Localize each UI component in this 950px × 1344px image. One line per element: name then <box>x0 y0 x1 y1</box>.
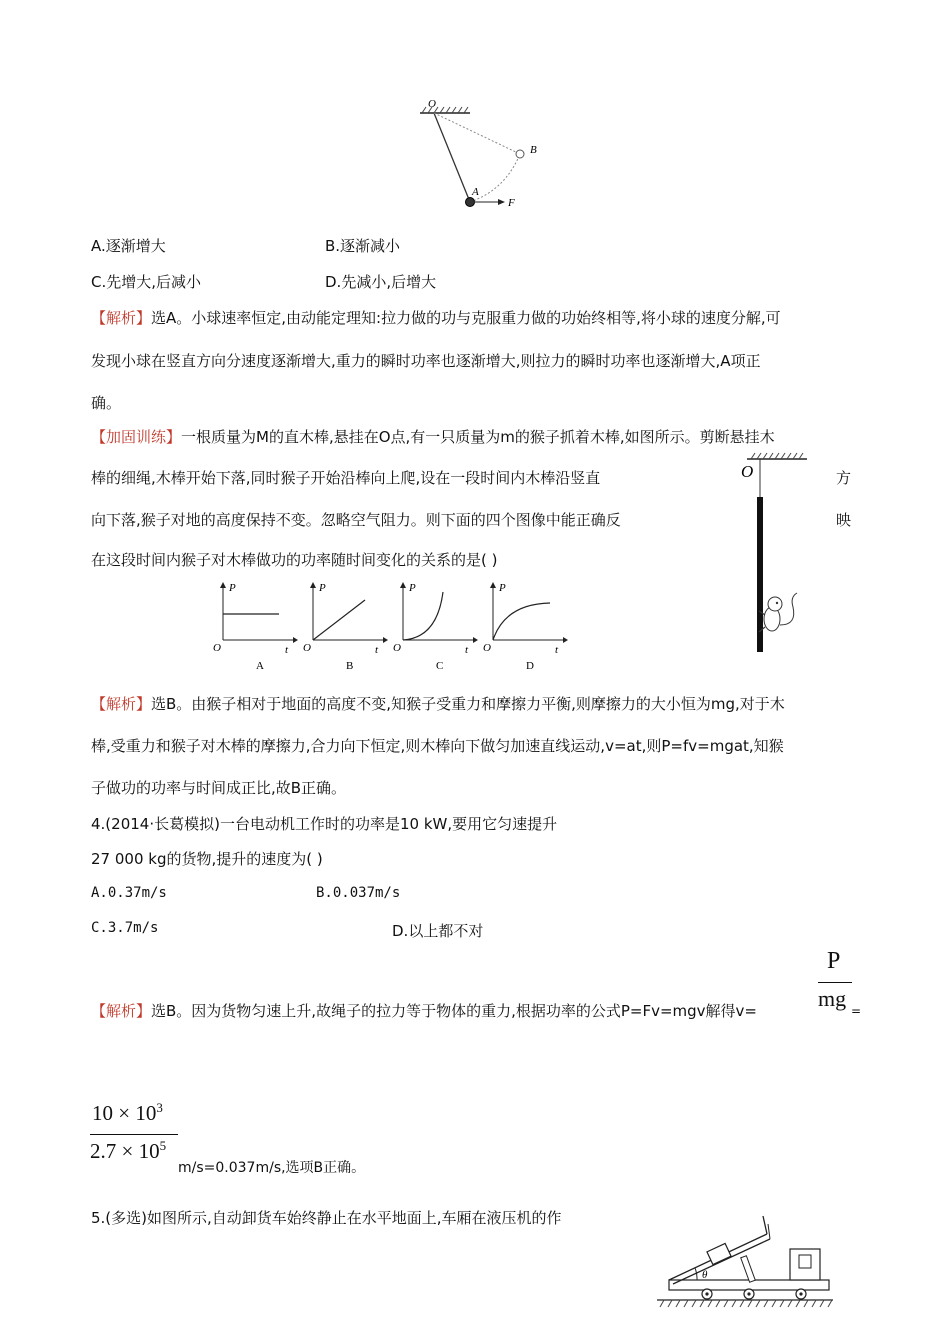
svg-text:t: t <box>285 644 289 656</box>
svg-text:P: P <box>499 582 506 594</box>
q3-option-a: A.逐渐增大 <box>91 237 166 255</box>
analysis-tag: 【解析】 <box>91 309 152 327</box>
analysis-tag: 【解析】 <box>91 1002 152 1020</box>
svg-text:O: O <box>213 642 221 654</box>
q4-analysis-line-1: 【解析】选B。因为货物匀速上升,故绳子的拉力等于物体的重力,根据功率的公式P=Fv=mgv解得v= <box>91 1002 757 1020</box>
rod-label-o: O <box>741 462 754 481</box>
svg-text:t: t <box>465 644 469 656</box>
fraction-denominator: mg <box>818 986 847 1011</box>
angle-theta: θ <box>702 1269 708 1281</box>
q4-line-2: 27 000 kg的货物,提升的速度为( ) <box>91 850 323 868</box>
training-analysis-line-2: 棒,受重力和猴子对木棒的摩擦力,合力向下恒定,则木棒向下做匀加速直线运动,v=at,则P=fv=mgat,知猴 <box>91 737 784 755</box>
svg-text:t: t <box>555 644 559 656</box>
svg-text:t: t <box>375 644 379 656</box>
fraction-equals: = <box>851 1004 862 1018</box>
q4-option-b: B.0.037m/s <box>316 885 401 901</box>
q4-option-a: A.0.37m/s <box>91 885 167 901</box>
svg-text:O: O <box>483 642 491 654</box>
fraction-numerator: P <box>827 948 841 974</box>
graph-c-curve <box>403 592 443 640</box>
label-a: A <box>472 186 479 198</box>
svg-text:O: O <box>303 642 311 654</box>
fraction-bar <box>818 982 852 983</box>
q3-analysis-line-1: 【解析】选A。小球速率恒定,由动能定理知:拉力做的功与克服重力做的功始终相等,将小球的速度分解,可 <box>91 309 781 327</box>
svg-text:P: P <box>229 582 236 594</box>
training-analysis-line-1: 【解析】选B。由猴子相对于地面的高度不变,知猴子受重力和摩擦力平衡,则摩擦力的大小恒为mg,对于木 <box>91 695 785 713</box>
graph-d <box>483 582 568 672</box>
fraction-numeric-numerator: $10 \times 10^3$ <box>92 1100 163 1125</box>
q5-line-1: 5.(多选)如图所示,自动卸货车始终静止在水平地面上,车厢在液压机的作 <box>91 1209 562 1227</box>
pendulum-figure <box>410 95 545 215</box>
svg-text:O: O <box>393 642 401 654</box>
q3-option-d: D.先减小,后增大 <box>325 273 437 291</box>
pt-graphs <box>205 578 585 673</box>
training-line-2: 棒的细绳,木棒开始下落,同时猴子开始沿棒向上爬,设在一段时间内木棒沿竖直 <box>91 469 601 487</box>
q4-option-d: D.以上都不对 <box>392 922 484 940</box>
training-line-3-end: 映 <box>836 511 852 529</box>
q4-line-1: 4.(2014·长葛模拟)一台电动机工作时的功率是10 kW,要用它匀速提升 <box>91 815 558 833</box>
rod-monkey-figure <box>735 447 810 662</box>
graph-d-label: D <box>526 660 534 672</box>
training-line-4: 在这段时间内猴子对木棒做功的功率随时间变化的关系的是( ) <box>91 551 498 569</box>
q4-option-c: C.3.7m/s <box>91 920 159 936</box>
svg-text:P: P <box>409 582 416 594</box>
fraction-numeric <box>90 1094 186 1174</box>
graph-c-label: C <box>436 660 444 672</box>
fraction-numeric-bar <box>90 1134 178 1135</box>
training-line-2-end: 方 <box>836 469 852 487</box>
training-analysis-line-3: 子做功的功率与时间成正比,故B正确。 <box>91 779 347 797</box>
analysis-tag: 【解析】 <box>91 695 152 713</box>
q3-option-b: B.逐渐减小 <box>325 237 401 255</box>
q3-analysis-line-3: 确。 <box>91 394 122 412</box>
label-b: B <box>530 144 537 156</box>
graph-d-curve <box>493 603 550 640</box>
q3-option-c: C.先增大,后减小 <box>91 273 202 291</box>
training-line-1: 【加固训练】一根质量为M的直木棒,悬挂在O点,有一只质量为m的猴子抓着木棒,如图所示。剪断悬挂木 <box>91 428 775 446</box>
graph-a <box>213 582 298 672</box>
training-line-3: 向下落,猴子对地的高度保持不变。忽略空气阻力。则下面的四个图像中能正确反 <box>91 511 621 529</box>
svg-text:P: P <box>319 582 326 594</box>
graph-b-label: B <box>346 660 354 672</box>
graph-a-label: A <box>256 660 264 672</box>
label-f: F <box>508 197 515 209</box>
dump-truck-figure <box>655 1212 835 1310</box>
q4-analysis-tail: m/s=0.037m/s,选项B正确。 <box>178 1160 366 1176</box>
q3-analysis-line-2: 发现小球在竖直方向分速度逐渐增大,重力的瞬时功率也逐渐增大,则拉力的瞬时功率也逐渐增大,A项正 <box>91 352 761 370</box>
graph-b <box>303 582 388 672</box>
label-o: O <box>428 98 436 110</box>
fraction-numeric-denominator: $2.7 \times 10^5$ <box>90 1138 167 1163</box>
graph-c <box>393 582 478 672</box>
training-tag: 【加固训练】 <box>91 428 182 446</box>
graph-b-curve <box>313 600 365 640</box>
